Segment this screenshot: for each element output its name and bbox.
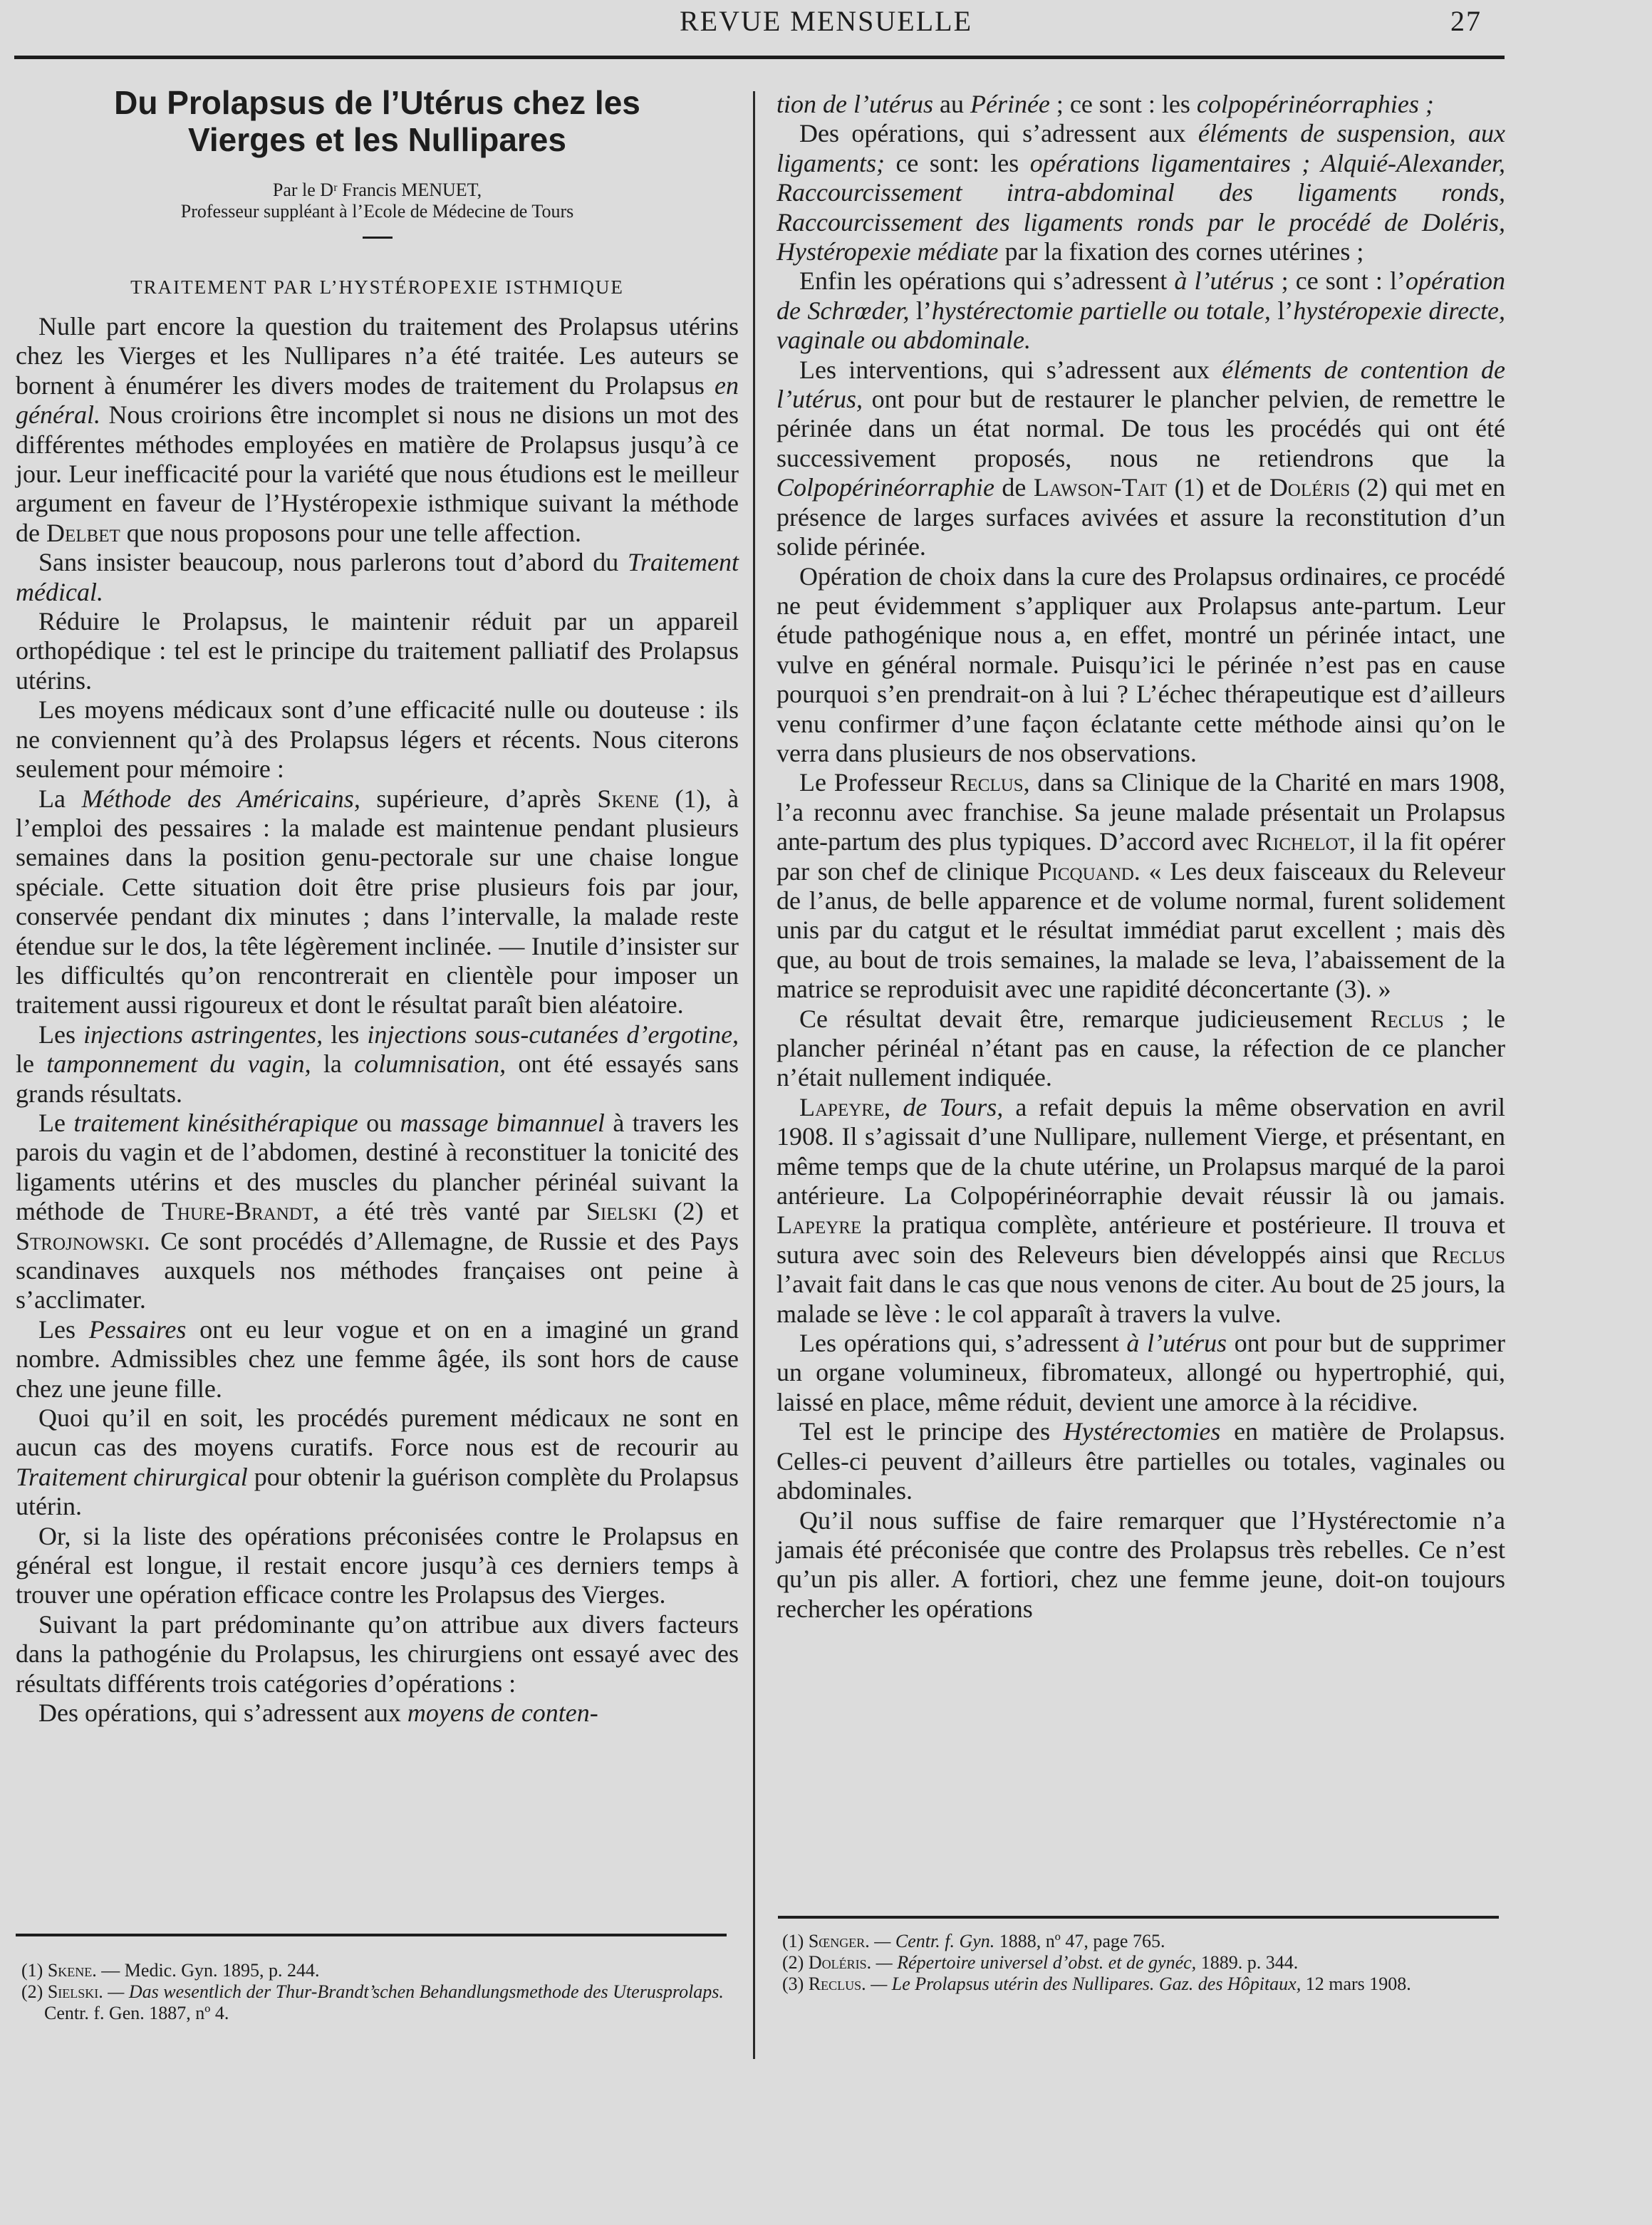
paragraph: Les Pessaires ont eu leur vogue et on en a imaginé un grand nombre. Admissibles chez une femme âgée, ils sont hors de cause chez une jeune fille.: [16, 1314, 739, 1403]
paragraph: Opération de choix dans la cure des Prolapsus ordinaires, ce procédé ne peut évidemment s’appliquer aux Prolapsus ante-partum. Leur étude pathogénique nous a, en effet, montré un périnée intact, une vulve en général normale. Puisqu’ici le périnée n’est pas en cause pourquoi s’en prendrait-on à lui ? L’échec thérapeutique est d’ailleurs venu confirmer d’une façon éclatante cette méthode ainsi qu’on le verra dans plusieurs de nos observations.: [776, 561, 1505, 767]
footnote: (1) Sœnger. — Centr. f. Gyn. 1888, nº 47, page 765.: [782, 1931, 1165, 1951]
article-title: [16, 84, 739, 158]
paragraph: Les interventions, qui s’adressent aux éléments de contention de l’utérus, ont pour but de restaurer le plancher pelvien, de remettre le périnée dans un état normal. De tous les procédés qui ont été successivement proposés, nous ne retiendrons que la Colpopérinéorraphie de Lawson-Tait (1) et de Doléris (2) qui met en présence de larges surfaces avivées et assure la reconstitution d’un solide périnée.: [776, 355, 1505, 561]
paragraph: Sans insister beaucoup, nous parlerons tout d’abord du Traitement médical.: [16, 548, 739, 606]
article-title-line-2: Vierges et les Nullipares: [188, 121, 566, 158]
paragraph: tion de l’utérus au Périnée ; ce sont : les colpopérinéorraphies ;: [776, 90, 1434, 118]
right-column: [776, 90, 1505, 1624]
paragraph: Des opérations, qui s’adressent aux éléments de suspension, aux ligaments; ce sont: les opérations ligamentaires ; Alquié-Alexander, Raccourcissement intra-abdominal des ligaments ronds, Raccourcissement des ligaments ronds par le procédé de Doléris, Hystéropexie médiate par la fixation des cornes utérines ;: [776, 119, 1506, 266]
paragraph: Les moyens médicaux sont d’une efficacité nulle ou douteuse : ils ne conviennent qu’à des Prolapsus légers et récents. Nous citerons seulement pour mémoire :: [16, 695, 739, 784]
running-title: REVUE MENSUELLE: [679, 5, 973, 37]
author-affiliation: Professeur suppléant à l’Ecole de Médecine de Tours: [180, 201, 574, 222]
header-rule: [14, 56, 1505, 59]
paragraph: Réduire le Prolapsus, le maintenir réduit par un appareil orthopédique : tel est le principe du traitement palliatif des Prolapsus utérins.: [16, 607, 739, 695]
paragraph: Ce résultat devait être, remarque judicieusement Reclus ; le plancher périnéal n’étant pas en cause, la réfection de ce plancher n’était nullement indiquée.: [776, 1004, 1505, 1092]
paragraph: Nulle part encore la question du traitement des Prolapsus utérins chez les Vierges et les Nullipares n’a été traitée. Les auteurs se bornent à énumérer les divers modes de traitement du Prolapsus en général. Nous croirions être incomplet si nous ne disions un mot des différentes méthodes employées en matière de Prolapsus jusqu’à ce jour. Leur inefficacité pour la variété que nous étudions est le meilleur argument en faveur de l’Hystéropexie isthmique suivant la méthode de Delbet que nous proposons pour une telle affection.: [16, 312, 739, 547]
column-divider: [753, 91, 755, 2059]
paragraph: Enfin les opérations qui s’adressent à l’utérus ; ce sont : l’opération de Schrœder, l’hystérectomie partielle ou totale, l’hystéropexie directe, vaginale ou abdominale.: [776, 266, 1506, 355]
footnote: (1) Skene. — Medic. Gyn. 1895, p. 244.: [21, 1960, 320, 1981]
author-byline: Par le Dʳ Francis MENUET,: [272, 180, 482, 200]
paragraph: Tel est le principe des Hystérectomies en matière de Prolapsus. Celles-ci peuvent d’ailleurs être partielles ou totales, vaginales ou abdominales.: [776, 1417, 1506, 1505]
paragraph: Les opérations qui, s’adressent à l’utérus ont pour but de supprimer un organe volumineux, fibromateux, allongé ou hypertrophié, qui, laissé en place, même réduit, devient une amorce à la récidive.: [776, 1329, 1505, 1416]
footnotes-right: [782, 1931, 1502, 1995]
running-head: [0, 4, 1652, 40]
paragraph: Des opérations, qui s’adressent aux moyens de conten-: [38, 1698, 598, 1728]
paragraph: La Méthode des Américains, supérieure, d’après Skene (1), à l’emploi des pessaires : la malade est maintenue pendant plusieurs semaines dans la position genu-pectorale sur une chaise longue spéciale. Cette situation doit être prise plusieurs fois par jour, conservée pendant dix minutes ; dans l’intervalle, la malade reste étendue sur le dos, la tête légèrement inclinée. — Inutile d’insister sur les difficultés qu’on rencontrerait en clientèle pour imposer un traitement aussi rigoureux et dont le résultat paraît bien aléatoire.: [16, 784, 739, 1020]
title-separator: [363, 237, 393, 239]
paragraph: Suivant la part prédominante qu’on attribue aux divers facteurs dans la pathogénie du Prolapsus, les chirurgiens ont essayé avec des résultats différents trois catégories d’opérations :: [16, 1609, 739, 1698]
section-heading: TRAITEMENT PAR L’HYSTÉROPEXIE ISTHMIQUE: [130, 276, 624, 298]
footnote: (2) Sielski. — Das wesentlich der Thur-Brandt’schen Behandlungsmethode des Uterusprolaps. Centr. f. Gen. 1887, nº 4.: [21, 1981, 724, 2023]
paragraph: Or, si la liste des opérations préconisées contre le Prolapsus en général est longue, il restait encore jusqu’à ces derniers temps à trouver une opération efficace contre les Prolapsus des Vierges.: [16, 1521, 739, 1609]
paragraph: Les injections astringentes, les injections sous-cutanées d’ergotine, le tamponnement du vagin, la columnisation, ont été essayés sans grands résultats.: [16, 1020, 739, 1108]
paragraph: Le Professeur Reclus, dans sa Clinique de la Charité en mars 1908, l’a reconnu avec franchise. Sa jeune malade présentait un Prolapsus ante-partum des plus typiques. D’accord avec Richelot, il la fit opérer par son chef de clinique Picquand. « Les deux faisceaux du Releveur de l’anus, de belle apparence et de volume normal, furent solidement unis par du catgut et le résultat immédiat parut excellent ; mais dès que, au bout de trois semaines, la malade se leva, l’abaissement de la matrice se reproduisit avec une rapidité déconcertante (3). »: [776, 768, 1506, 1004]
paragraph: Quoi qu’il en soit, les procédés purement médicaux ne sont en aucun cas des moyens curatifs. Force nous est de recourir au Traitement chirurgical pour obtenir la guérison complète du Prolapsus utérin.: [16, 1404, 739, 1521]
paragraph: Lapeyre, de Tours, a refait depuis la même observation en avril 1908. Il s’agissait d’une Nullipare, nullement Vierge, et présentant, en même temps que de la chute utérine, un Prolapsus marqué de la paroi antérieure. La Colpopérinéorraphie devait réussir là ou jamais. Lapeyre la pratiqua complète, antérieure et postérieure. Il trouva et sutura avec soin des Releveurs bien développés ainsi que Reclus l’avait fait dans le cas que nous venons de citer. Au bout de 25 jours, la malade se lève : le col apparaît à travers la vulve.: [776, 1092, 1506, 1328]
paragraph: Qu’il nous suffise de faire remarquer que l’Hystérectomie n’a jamais été préconisée que contre des Prolapsus très rebelles. Ce n’est qu’un pis aller. A fortiori, chez une femme jeune, doit-on toujours rechercher les opérations: [776, 1505, 1505, 1623]
left-column: [16, 84, 739, 1728]
paragraph: Le traitement kinésithérapique ou massage bimannuel à travers les parois du vagin et de l’abdomen, destiné à reconstituer la tonicité des ligaments utérins et des muscles du plancher périnéal suivant la méthode de Thure-Brandt, a été très vanté par Sielski (2) et Strojnowski. Ce sont procédés d’Allemagne, de Russie et des Pays scandinaves auxquels nos méthodes françaises ont peine à s’acclimater.: [16, 1108, 739, 1314]
footnote: (3) Reclus. — Le Prolapsus utérin des Nullipares. Gaz. des Hôpitaux, 12 mars 1908.: [782, 1974, 1411, 1994]
footnote-rule-right: [778, 1916, 1499, 1919]
article-title-line-1: Du Prolapsus de l’Utérus chez les: [114, 84, 640, 121]
footnote-rule-left: [16, 1934, 727, 1936]
footnotes-left: [21, 1960, 727, 2024]
footnote: (2) Doléris. — Répertoire universel d’obst. et de gynéc, 1889. p. 344.: [782, 1952, 1299, 1973]
page-number: 27: [1450, 5, 1482, 37]
